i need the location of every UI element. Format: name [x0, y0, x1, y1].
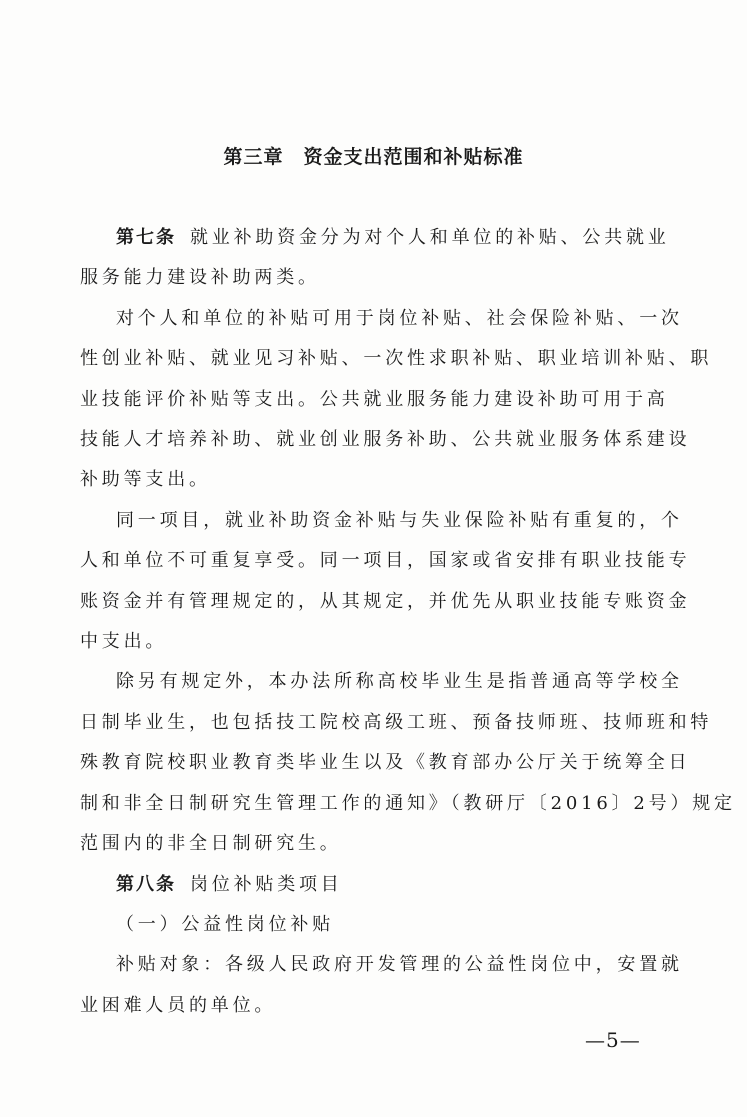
text-line	[116, 865, 656, 905]
text-line: 性创业补贴、就业见习补贴、一次性求职补贴、职业培训补贴、职	[80, 348, 713, 370]
text-line: 账资金并有管理规定的，从其规定，并优先从职业技能专账资金	[80, 590, 691, 612]
text-line: 对个人和单位的补贴可用于岗位补贴、社会保险补贴、一次	[116, 307, 683, 329]
paragraph	[80, 501, 691, 663]
text-line: 业困难人员的单位。	[80, 994, 277, 1016]
line-text: 岗位补贴类项目	[190, 873, 343, 895]
text-line: 同一项目，就业补助资金补贴与失业保险补贴有重复的，个	[116, 509, 683, 531]
text-line: （一）公益性岗位补贴	[116, 913, 334, 935]
paragraph-article-7	[80, 218, 670, 299]
article-number: 第八条	[116, 873, 176, 895]
text-line: 日制毕业生，也包括技工院校高级工班、预备技师班、技师班和特	[80, 711, 713, 733]
text-line: 技能人才培养补助、就业创业服务补助、公共就业服务体系建设	[80, 429, 691, 451]
text-line	[116, 218, 670, 258]
text-line: 服务能力建设补助两类。	[80, 267, 320, 289]
page-number: —5—	[585, 1028, 641, 1052]
line-text: 就业补助资金分为对个人和单位的补贴、公共就业	[190, 227, 670, 248]
text-line: 人和单位不可重复享受。同一项目，国家或省安排有职业技能专	[80, 550, 691, 572]
article-number: 第七条	[116, 227, 176, 248]
text-line: 范围内的非全日制研究生。	[80, 833, 342, 855]
text-line: 制和非全日制研究生管理工作的通知》（教研厅〔2016〕2号）规定	[80, 792, 736, 814]
text-line: 补贴对象：各级人民政府开发管理的公益性岗位中，安置就	[116, 954, 683, 976]
text-line: 补助等支出。	[80, 469, 211, 491]
body-text	[80, 218, 736, 1026]
paragraph	[80, 945, 683, 1026]
text-line: 除另有规定外，本办法所称高校毕业生是指普通高等学校全	[116, 671, 683, 693]
paragraph	[80, 662, 736, 864]
chapter-title: 第三章 资金支出范围和补贴标准	[223, 146, 524, 168]
paragraph	[80, 299, 713, 501]
text-line: 殊教育院校职业教育类毕业生以及《教育部办公厅关于统筹全日	[80, 752, 691, 774]
paragraph-subheading	[116, 905, 656, 945]
text-line: 中支出。	[80, 631, 168, 653]
text-line: 业技能评价补贴等支出。公共就业服务能力建设补助可用于高	[80, 388, 669, 410]
paragraph-article-8	[116, 865, 656, 905]
